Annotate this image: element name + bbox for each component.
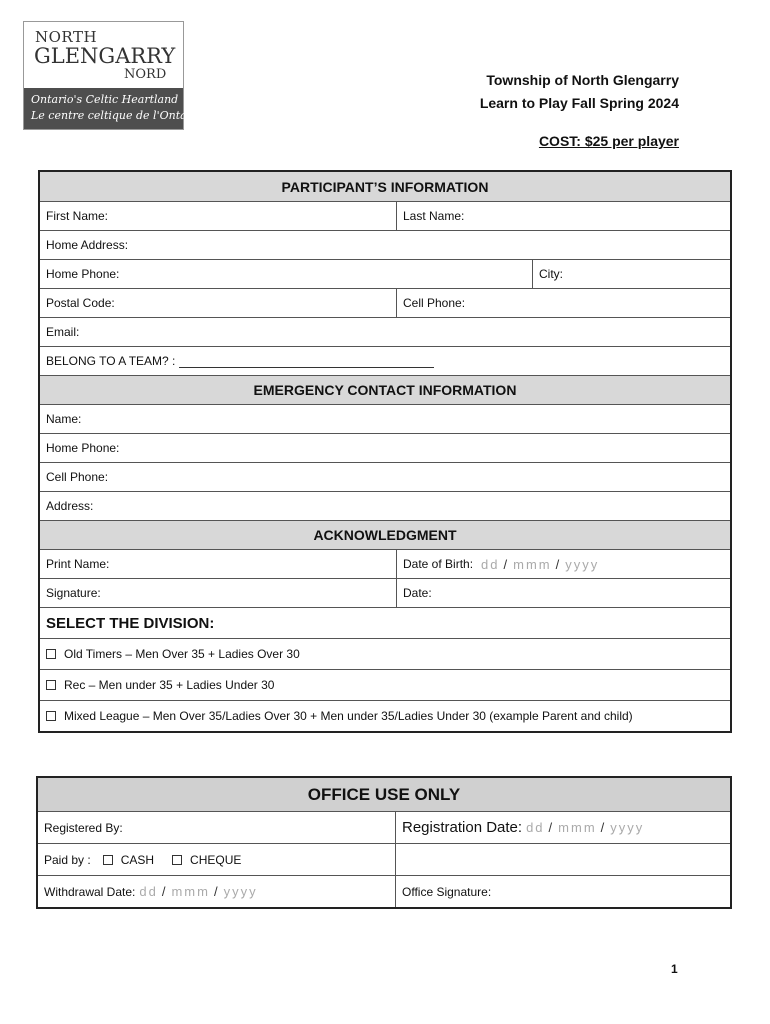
team-underline[interactable]	[179, 355, 434, 368]
cheque-label: CHEQUE	[190, 852, 242, 867]
logo-line-nord: NORD	[124, 67, 167, 82]
logo-line-north: NORTH	[35, 28, 98, 46]
emergency-section-header	[40, 375, 730, 404]
form-row	[40, 288, 730, 317]
home-phone-field[interactable]: Home Phone:	[46, 267, 120, 281]
office-use-table	[36, 776, 732, 909]
city-field[interactable]: City:	[532, 260, 730, 288]
emergency-address-field[interactable]: Address:	[46, 499, 94, 513]
division-option-row	[40, 700, 730, 731]
registration-date-label: Registration Date:	[402, 819, 523, 836]
logo-tagline-fr: Le centre celtique de l'Ontario	[31, 109, 203, 122]
acknowledgment-heading: ACKNOWLEDGMENT	[40, 521, 730, 549]
township-logo	[23, 21, 203, 130]
checkbox-cash[interactable]	[103, 855, 113, 865]
logo-tagline-band	[24, 88, 203, 129]
date-of-birth-field[interactable]	[396, 550, 730, 578]
office-signature-field[interactable]: Office Signature:	[395, 876, 730, 907]
header-title-program: Learn to Play Fall Spring 2024	[479, 95, 679, 111]
checkbox-mixed[interactable]	[46, 711, 56, 721]
header-title-township: Township of North Glengarry	[486, 72, 679, 88]
checkbox-old-timers[interactable]	[46, 649, 56, 659]
form-row	[40, 317, 730, 346]
form-row	[40, 491, 730, 520]
first-name-field[interactable]: First Name:	[46, 209, 109, 223]
division-option-row	[40, 669, 730, 700]
header-cost: COST: $25 per player	[538, 133, 679, 149]
paid-by-field[interactable]	[38, 844, 395, 875]
form-row	[40, 404, 730, 433]
registration-date-placeholder: dd / mmm / yyyy	[526, 820, 645, 835]
participant-section-header	[40, 172, 730, 201]
form-row	[38, 811, 730, 843]
emergency-home-phone-field[interactable]: Home Phone:	[46, 441, 120, 455]
division-option-rec[interactable]	[40, 670, 730, 700]
emergency-cell-phone-field[interactable]: Cell Phone:	[46, 470, 109, 484]
registered-by-field[interactable]: Registered By:	[44, 820, 123, 835]
print-name-field[interactable]: Print Name:	[46, 557, 110, 571]
cell-phone-field[interactable]: Cell Phone:	[396, 289, 730, 317]
office-section-header	[38, 778, 730, 811]
last-name-field[interactable]: Last Name:	[396, 202, 730, 230]
office-heading: OFFICE USE ONLY	[38, 778, 730, 811]
form-row	[40, 201, 730, 230]
emergency-heading: EMERGENCY CONTACT INFORMATION	[40, 376, 730, 404]
page-number: 1	[671, 962, 678, 976]
dob-label: Date of Birth:	[403, 557, 474, 571]
withdrawal-date-placeholder: dd / mmm / yyyy	[139, 884, 258, 899]
form-row	[40, 549, 730, 578]
registration-form	[38, 170, 732, 733]
checkbox-cheque[interactable]	[172, 855, 182, 865]
form-row	[40, 230, 730, 259]
postal-code-field[interactable]: Postal Code:	[46, 296, 115, 310]
division-header-row	[40, 607, 730, 638]
participant-heading: PARTICIPANT’S INFORMATION	[40, 172, 730, 201]
paid-by-blank-field[interactable]	[395, 844, 730, 875]
division-option-label: Mixed League – Men Over 35/Ladies Over 30 + Men under 35/Ladies Under 30 (example Parent and child)	[64, 709, 633, 723]
division-option-mixed[interactable]	[40, 701, 730, 731]
division-option-label: Rec – Men under 35 + Ladies Under 30	[64, 678, 275, 692]
division-heading: SELECT THE DIVISION:	[46, 614, 215, 632]
email-field[interactable]: Email:	[46, 325, 80, 339]
team-label: BELONG TO A TEAM? :	[46, 354, 176, 368]
emergency-name-field[interactable]: Name:	[46, 412, 82, 426]
team-field[interactable]	[40, 347, 730, 375]
checkbox-rec[interactable]	[46, 680, 56, 690]
form-row	[40, 433, 730, 462]
division-option-label: Old Timers – Men Over 35 + Ladies Over 30	[64, 647, 300, 661]
form-row	[38, 875, 730, 907]
registration-date-field[interactable]	[395, 812, 730, 843]
home-address-field[interactable]: Home Address:	[46, 238, 129, 252]
paid-by-label: Paid by :	[44, 852, 91, 867]
logo-line-glengarry: GLENGARRY	[34, 44, 176, 68]
date-field[interactable]: Date:	[396, 579, 730, 607]
logo-tagline-en: Ontario's Celtic Heartland	[31, 93, 179, 106]
form-row	[40, 578, 730, 607]
division-option-old-timers[interactable]	[40, 639, 730, 669]
form-row	[38, 843, 730, 875]
form-row	[40, 346, 730, 375]
dob-date-placeholder: dd / mmm / yyyy	[481, 556, 600, 572]
form-row	[40, 259, 730, 288]
cash-label: CASH	[120, 852, 155, 867]
signature-field[interactable]: Signature:	[46, 586, 101, 600]
withdrawal-date-label: Withdrawal Date:	[44, 884, 136, 899]
form-row	[40, 462, 730, 491]
division-option-row	[40, 638, 730, 669]
withdrawal-date-field[interactable]	[38, 876, 395, 907]
acknowledgment-section-header	[40, 520, 730, 549]
